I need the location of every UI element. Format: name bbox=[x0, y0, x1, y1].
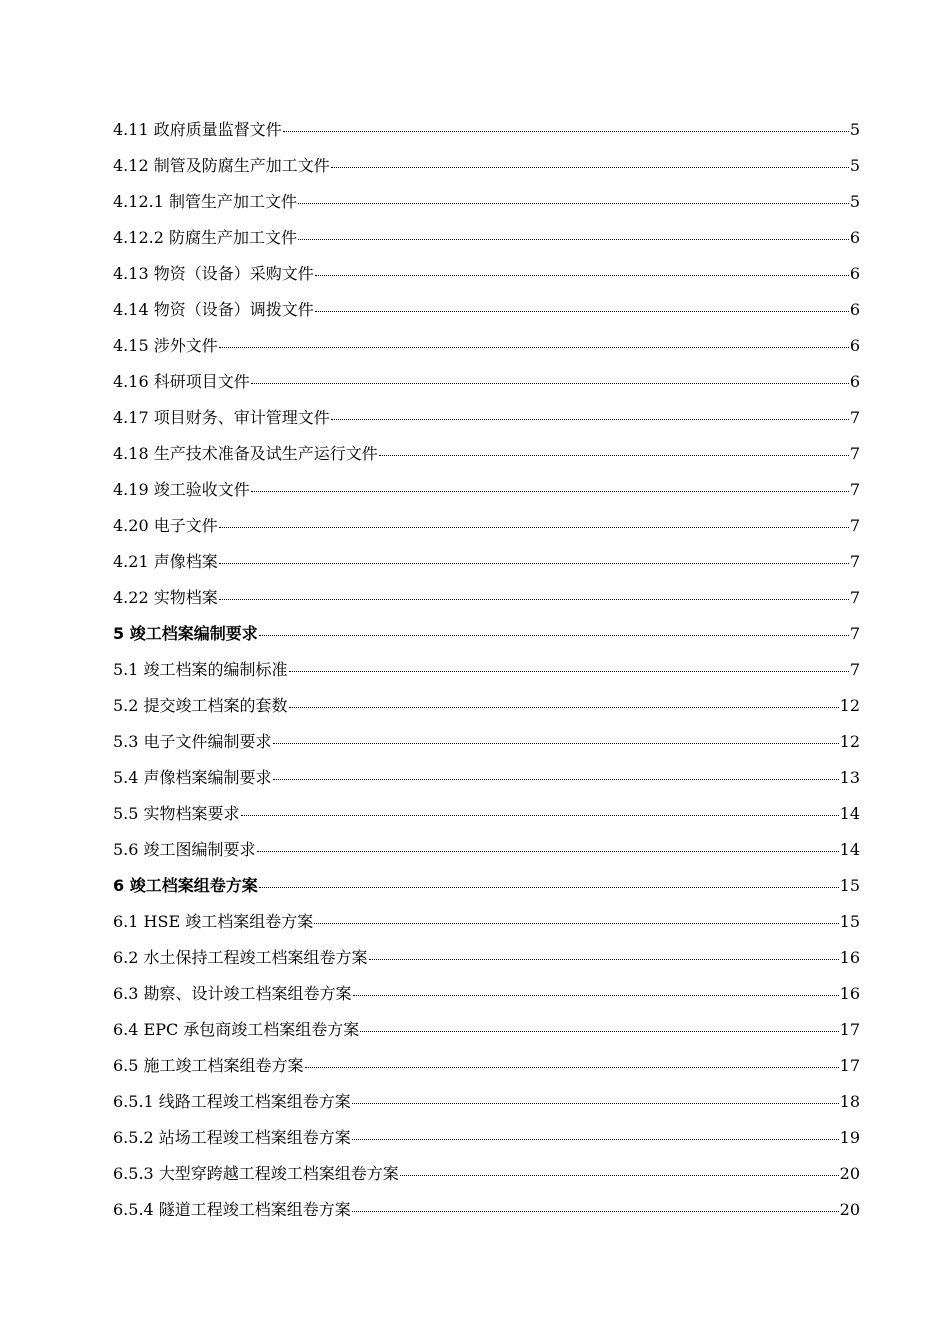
toc-dot-leader bbox=[289, 671, 849, 672]
toc-entry-title: 6 竣工档案组卷方案 bbox=[113, 876, 258, 895]
toc-entry[interactable] bbox=[113, 1162, 860, 1198]
toc-dot-leader bbox=[400, 1175, 839, 1176]
toc-page-number: 7 bbox=[849, 408, 860, 427]
toc-entry-title: 4.15 涉外文件 bbox=[113, 336, 218, 355]
toc-entry-title: 4.18 生产技术准备及试生产运行文件 bbox=[113, 444, 378, 463]
toc-dot-leader bbox=[298, 203, 849, 204]
toc-entry-title: 6.5.2 站场工程竣工档案组卷方案 bbox=[113, 1128, 351, 1147]
toc-dot-leader bbox=[331, 167, 849, 168]
toc-page-number: 15 bbox=[839, 876, 860, 895]
toc-dot-leader bbox=[352, 1103, 839, 1104]
toc-entry[interactable] bbox=[113, 730, 860, 766]
toc-entry-title: 4.13 物资（设备）采购文件 bbox=[113, 264, 314, 283]
toc-page-number: 14 bbox=[839, 804, 860, 823]
toc-page-number: 6 bbox=[849, 228, 860, 247]
toc-page-number: 5 bbox=[849, 120, 860, 139]
toc-page-number: 17 bbox=[839, 1020, 860, 1039]
toc-dot-leader bbox=[251, 491, 849, 492]
toc-entry[interactable] bbox=[113, 442, 860, 478]
toc-entry-title: 5.1 竣工档案的编制标准 bbox=[113, 660, 288, 679]
toc-entry[interactable] bbox=[113, 658, 860, 694]
toc-entry-title: 5.2 提交竣工档案的套数 bbox=[113, 696, 288, 715]
toc-dot-leader bbox=[379, 455, 849, 456]
toc-dot-leader bbox=[360, 1031, 838, 1032]
toc-entry-title: 6.5.1 线路工程竣工档案组卷方案 bbox=[113, 1092, 351, 1111]
toc-page-number: 13 bbox=[839, 768, 860, 787]
toc-entry[interactable] bbox=[113, 1198, 860, 1234]
toc-entry[interactable] bbox=[113, 334, 860, 370]
toc-entry[interactable] bbox=[113, 1054, 860, 1090]
toc-entry[interactable] bbox=[113, 118, 860, 154]
toc-page-number: 19 bbox=[839, 1128, 860, 1147]
toc-entry-title: 6.4 EPC 承包商竣工档案组卷方案 bbox=[113, 1020, 360, 1039]
toc-entry-title: 4.11 政府质量监督文件 bbox=[113, 120, 282, 139]
toc-page-number: 6 bbox=[849, 336, 860, 355]
toc-entry-title: 4.12.1 制管生产加工文件 bbox=[113, 192, 297, 211]
toc-entry[interactable] bbox=[113, 190, 860, 226]
toc-dot-leader bbox=[219, 527, 849, 528]
toc-entry[interactable] bbox=[113, 262, 860, 298]
toc-page-number: 20 bbox=[839, 1164, 860, 1183]
toc-dot-leader bbox=[305, 1067, 839, 1068]
toc-page-number: 7 bbox=[849, 624, 860, 643]
toc-dot-leader bbox=[352, 1211, 839, 1212]
toc-entry[interactable] bbox=[113, 1018, 860, 1054]
toc-chapter-entry[interactable] bbox=[113, 622, 860, 658]
toc-entry[interactable] bbox=[113, 694, 860, 730]
toc-entry-title: 4.22 实物档案 bbox=[113, 588, 218, 607]
toc-entry[interactable] bbox=[113, 154, 860, 190]
toc-entry[interactable] bbox=[113, 982, 860, 1018]
toc-entry-title: 4.12.2 防腐生产加工文件 bbox=[113, 228, 297, 247]
toc-entry-title: 6.5.3 大型穿跨越工程竣工档案组卷方案 bbox=[113, 1164, 399, 1183]
toc-dot-leader bbox=[259, 887, 839, 888]
toc-page-number: 7 bbox=[849, 480, 860, 499]
toc-entry[interactable] bbox=[113, 226, 860, 262]
toc-entry-title: 6.2 水土保持工程竣工档案组卷方案 bbox=[113, 948, 368, 967]
toc-dot-leader bbox=[314, 923, 838, 924]
toc-page-number: 5 bbox=[849, 192, 860, 211]
toc-page-number: 16 bbox=[839, 948, 860, 967]
toc-entry[interactable] bbox=[113, 838, 860, 874]
toc-dot-leader bbox=[219, 599, 849, 600]
toc-entry[interactable] bbox=[113, 946, 860, 982]
toc-dot-leader bbox=[331, 419, 849, 420]
toc-page-number: 15 bbox=[839, 912, 860, 931]
toc-page-number: 7 bbox=[849, 444, 860, 463]
toc-dot-leader bbox=[257, 851, 839, 852]
toc-entry-title: 6.3 勘察、设计竣工档案组卷方案 bbox=[113, 984, 352, 1003]
toc-dot-leader bbox=[369, 959, 839, 960]
toc-dot-leader bbox=[353, 995, 839, 996]
toc-entry[interactable] bbox=[113, 298, 860, 334]
toc-dot-leader bbox=[315, 311, 849, 312]
toc-entry-title: 4.14 物资（设备）调拨文件 bbox=[113, 300, 314, 319]
toc-entry-title: 6.1 HSE 竣工档案组卷方案 bbox=[113, 912, 314, 931]
toc-dot-leader bbox=[283, 131, 849, 132]
toc-page-number: 7 bbox=[849, 660, 860, 679]
toc-entry[interactable] bbox=[113, 802, 860, 838]
toc-entry-title: 5 竣工档案编制要求 bbox=[113, 624, 258, 643]
toc-entry-title: 5.6 竣工图编制要求 bbox=[113, 840, 256, 859]
toc-dot-leader bbox=[298, 239, 849, 240]
toc-entry-title: 6.5.4 隧道工程竣工档案组卷方案 bbox=[113, 1200, 351, 1219]
toc-dot-leader bbox=[289, 707, 839, 708]
toc-entry[interactable] bbox=[113, 370, 860, 406]
toc-entry[interactable] bbox=[113, 766, 860, 802]
toc-entry-title: 4.12 制管及防腐生产加工文件 bbox=[113, 156, 330, 175]
toc-dot-leader bbox=[219, 563, 849, 564]
toc-entry-title: 4.19 竣工验收文件 bbox=[113, 480, 250, 499]
toc-page-number: 6 bbox=[849, 300, 860, 319]
toc-page-number: 12 bbox=[839, 696, 860, 715]
toc-dot-leader bbox=[352, 1139, 839, 1140]
toc-entry-title: 4.20 电子文件 bbox=[113, 516, 218, 535]
toc-entry[interactable] bbox=[113, 586, 860, 622]
toc-entry[interactable] bbox=[113, 1126, 860, 1162]
toc-dot-leader bbox=[241, 815, 839, 816]
toc-page-number: 12 bbox=[839, 732, 860, 751]
toc-entry-title: 5.5 实物档案要求 bbox=[113, 804, 240, 823]
toc-dot-leader bbox=[273, 779, 839, 780]
toc-page-number: 7 bbox=[849, 588, 860, 607]
toc-entry[interactable] bbox=[113, 406, 860, 442]
toc-entry[interactable] bbox=[113, 910, 860, 946]
toc-page-number: 7 bbox=[849, 516, 860, 535]
toc-dot-leader bbox=[251, 383, 849, 384]
toc-page-number: 20 bbox=[839, 1200, 860, 1219]
toc-page-number: 14 bbox=[839, 840, 860, 859]
toc-entry-title: 4.21 声像档案 bbox=[113, 552, 218, 571]
toc-page-number: 17 bbox=[839, 1056, 860, 1075]
toc-entry-title: 6.5 施工竣工档案组卷方案 bbox=[113, 1056, 304, 1075]
toc-page-number: 16 bbox=[839, 984, 860, 1003]
toc-entry[interactable] bbox=[113, 550, 860, 586]
toc-entry[interactable] bbox=[113, 514, 860, 550]
toc-entry[interactable] bbox=[113, 478, 860, 514]
toc-page-number: 6 bbox=[849, 372, 860, 391]
toc-page-number: 7 bbox=[849, 552, 860, 571]
toc-entry-title: 5.3 电子文件编制要求 bbox=[113, 732, 272, 751]
toc-dot-leader bbox=[273, 743, 839, 744]
toc-dot-leader bbox=[219, 347, 849, 348]
table-of-contents bbox=[113, 118, 860, 1234]
toc-dot-leader bbox=[315, 275, 849, 276]
toc-chapter-entry[interactable] bbox=[113, 874, 860, 910]
toc-page-number: 5 bbox=[849, 156, 860, 175]
toc-page-number: 6 bbox=[849, 264, 860, 283]
toc-entry-title: 4.17 项目财务、审计管理文件 bbox=[113, 408, 330, 427]
toc-entry-title: 4.16 科研项目文件 bbox=[113, 372, 250, 391]
toc-entry-title: 5.4 声像档案编制要求 bbox=[113, 768, 272, 787]
toc-entry[interactable] bbox=[113, 1090, 860, 1126]
toc-page-number: 18 bbox=[839, 1092, 860, 1111]
toc-dot-leader bbox=[259, 635, 849, 636]
